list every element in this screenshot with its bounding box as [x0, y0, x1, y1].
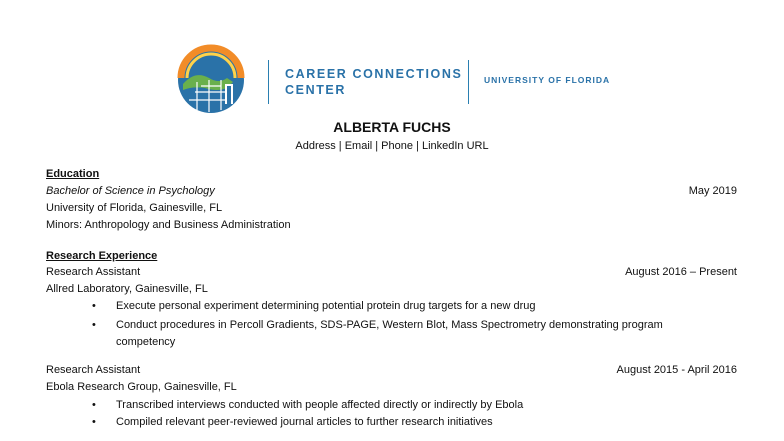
school: University of Florida, Gainesville, FL — [46, 202, 223, 214]
job-organization: Allred Laboratory, Gainesville, FL — [46, 283, 208, 295]
org-name-line1: CAREER CONNECTIONS — [285, 67, 463, 81]
career-connections-logo-icon — [175, 44, 247, 116]
header-divider — [268, 60, 269, 104]
job-title: Research Assistant — [46, 266, 141, 278]
bullet-icon: • — [92, 399, 96, 411]
job-bullet: Compiled relevant peer-reviewed journal articles to further research initiatives — [116, 416, 493, 428]
header-divider — [468, 60, 469, 104]
letterhead — [0, 0, 784, 115]
bullet-icon: • — [92, 319, 96, 331]
research-heading: Research Experience — [46, 250, 158, 262]
candidate-name: ALBERTA FUCHS — [333, 119, 451, 135]
job-title: Research Assistant — [46, 364, 141, 376]
degree: Bachelor of Science in Psychology — [46, 185, 215, 197]
minors: Minors: Anthropology and Business Administration — [46, 219, 291, 231]
graduation-date: May 2019 — [688, 185, 737, 197]
job-bullet-continuation: competency — [116, 336, 176, 348]
job-date: August 2016 – Present — [625, 266, 737, 278]
bullet-icon: • — [92, 300, 96, 312]
contact-line: Address | Email | Phone | LinkedIn URL — [295, 140, 489, 152]
university-name: UNIVERSITY OF FLORIDA — [484, 75, 611, 85]
job-organization: Ebola Research Group, Gainesville, FL — [46, 381, 237, 393]
org-name — [285, 66, 462, 98]
education-heading: Education — [46, 168, 100, 180]
job-date: August 2015 - April 2016 — [616, 364, 737, 376]
org-name-line2: CENTER — [285, 83, 346, 97]
job-bullet: Execute personal experiment determining potential protein drug targets for a new drug — [116, 300, 536, 312]
job-bullet: Transcribed interviews conducted with people affected directly or indirectly by Ebola — [116, 399, 524, 411]
job-bullet: Conduct procedures in Percoll Gradients, SDS-PAGE, Western Blot, Mass Spectrometry demonstrating program — [116, 319, 663, 331]
bullet-icon: • — [92, 416, 96, 428]
